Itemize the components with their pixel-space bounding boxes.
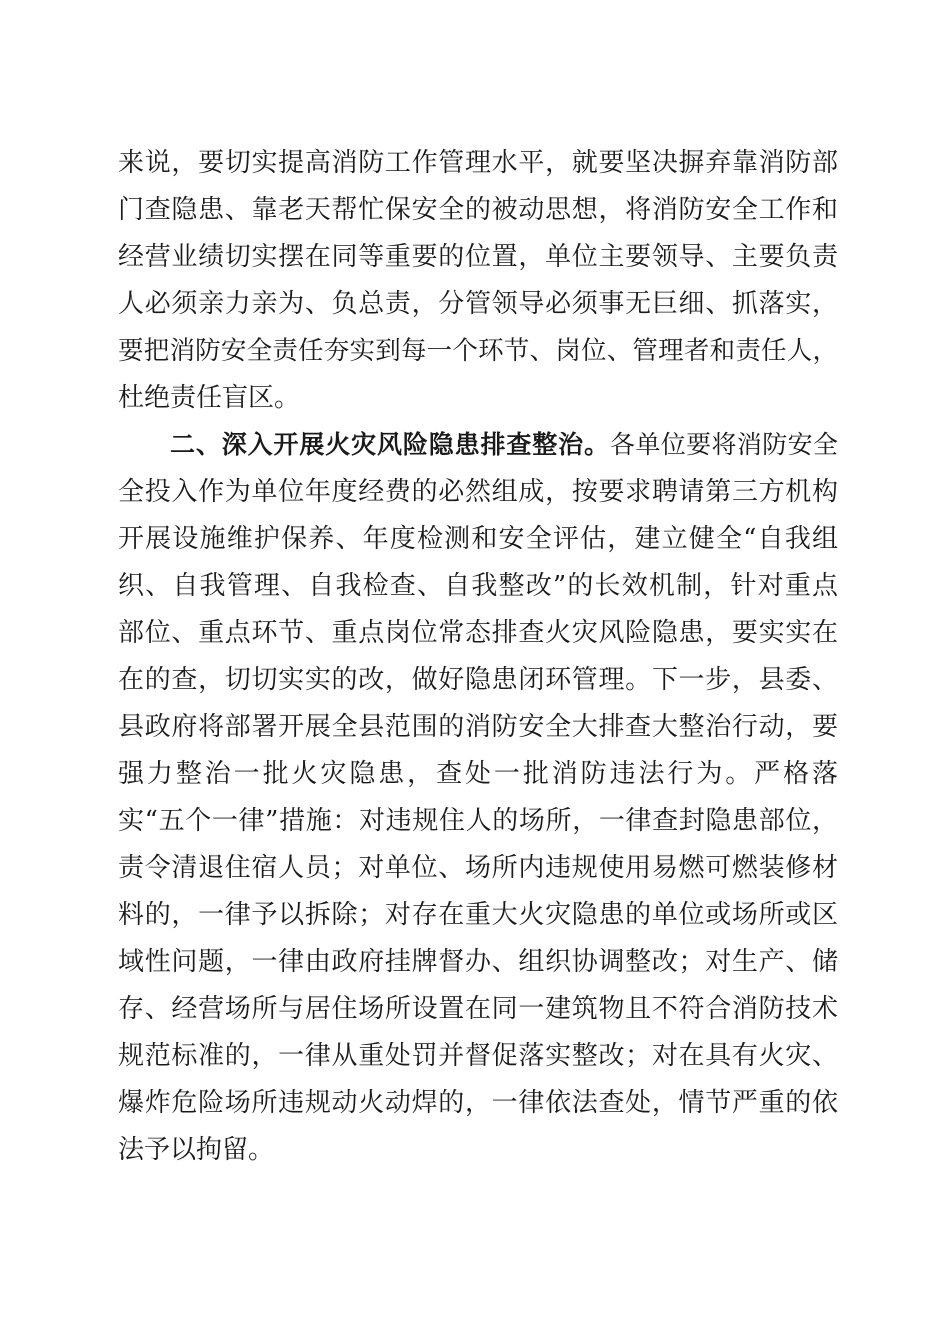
paragraph-2-line-5: 部位、重点环节、重点岗位常态排查火灾风险隐患，要实实在 <box>118 618 838 648</box>
paragraph-2-line-15: 爆炸危险场所违规动火动焊的，一律依法查处，情节严重的依 <box>118 1088 838 1118</box>
paragraph-2-line-8: 强力整治一批火灾隐患，查处一批消防违法行为。严格落 <box>118 759 838 789</box>
paragraph-2-line-9: 实“五个一律”措施：对违规住人的场所，一律查封隐患部位， <box>118 806 838 836</box>
paragraph-1-line-3: 经营业绩切实摆在同等重要的位置，单位主要领导、主要负责 <box>118 242 838 272</box>
paragraph-2-line-1 <box>170 421 838 469</box>
paragraph-2-first-line-text: 各单位要将消防安全 <box>609 430 838 459</box>
paragraph-2-line-2: 全投入作为单位年度经费的必然组成，按要求聘请第三方机构 <box>118 477 838 507</box>
paragraph-2-line-3: 开展设施维护保养、年度检测和安全评估，建立健全“自我组 <box>118 524 838 554</box>
paragraph-2-line-4: 织、自我管理、自我检查、自我整改”的长效机制，针对重点 <box>118 571 838 601</box>
section-heading: 二、深入开展火灾风险隐患排查整治。 <box>170 430 610 459</box>
paragraph-2-line-16: 法予以拘留。 <box>118 1135 275 1165</box>
paragraph-1-line-1: 来说，要切实提高消防工作管理水平，就要坚决摒弃靠消防部 <box>118 148 838 178</box>
paragraph-2-line-14: 规范标准的，一律从重处罚并督促落实整改；对在具有火灾、 <box>118 1041 838 1071</box>
paragraph-1-line-5: 要把消防安全责任夯实到每一个环节、岗位、管理者和责任人， <box>118 336 838 366</box>
paragraph-1-line-6: 杜绝责任盲区。 <box>118 383 301 413</box>
paragraph-2-line-12: 域性问题，一律由政府挂牌督办、组织协调整改；对生产、储 <box>118 947 838 977</box>
paragraph-2-line-11: 料的，一律予以拆除；对存在重大火灾隐患的单位或场所或区 <box>118 900 838 930</box>
paragraph-1-line-2: 门查隐患、靠老天帮忙保安全的被动思想，将消防安全工作和 <box>118 195 838 225</box>
paragraph-2-line-13: 存、经营场所与居住场所设置在同一建筑物且不符合消防技术 <box>118 994 838 1024</box>
paragraph-2-line-7: 县政府将部署开展全县范围的消防安全大排查大整治行动，要 <box>118 712 838 742</box>
paragraph-2-line-10: 责令清退住宿人员；对单位、场所内违规使用易燃可燃装修材 <box>118 853 838 883</box>
paragraph-2-line-6: 在的查，切切实实的改，做好隐患闭环管理。下一步，县委、 <box>118 665 838 695</box>
paragraph-1-line-4: 人必须亲力亲为、负总责，分管领导必须事无巨细、抓落实， <box>118 289 838 319</box>
